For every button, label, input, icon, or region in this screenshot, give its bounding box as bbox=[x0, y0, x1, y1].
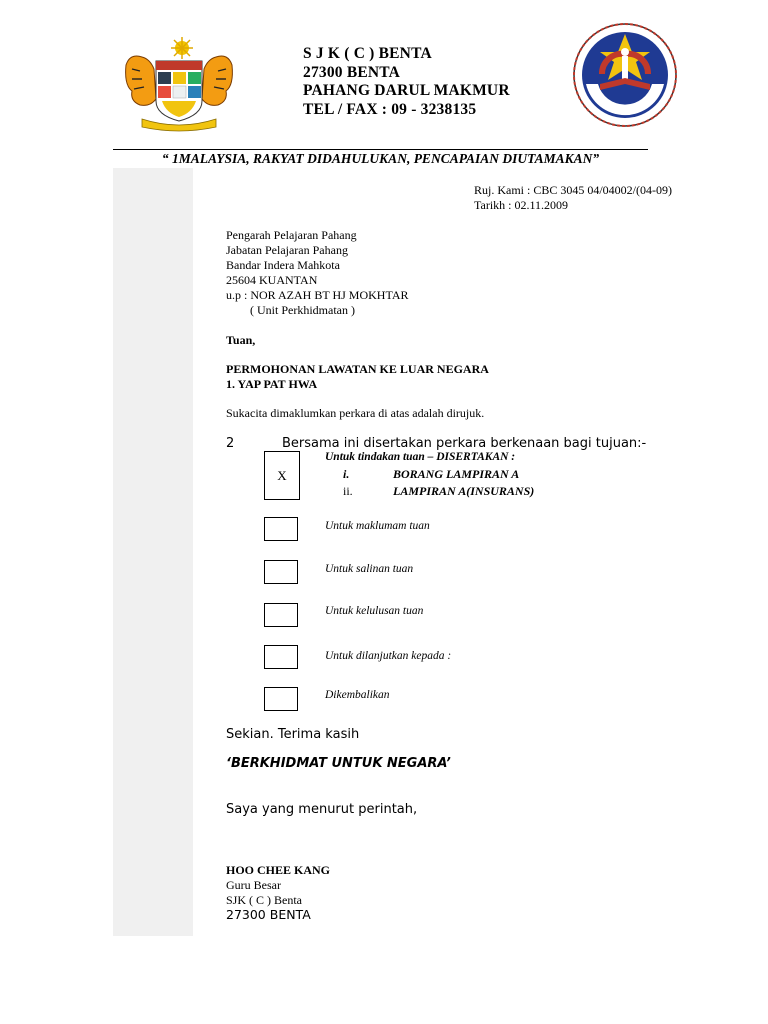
action-heading: Untuk tindakan tuan – DISERTAKAN : bbox=[325, 451, 516, 463]
header-divider bbox=[113, 149, 648, 150]
paragraph-2-text: Bersama ini disertakan perkara berkenaan bagi tujuan:- bbox=[282, 436, 647, 451]
recipient-line: 25604 KUANTAN bbox=[226, 273, 318, 287]
reference-number: Ruj. Kami : CBC 3045 04/04002/(04-09) bbox=[474, 183, 672, 197]
attachment-1: BORANG LAMPIRAN A bbox=[393, 467, 520, 481]
reference-block bbox=[474, 183, 672, 213]
paragraph-2-number: 2 bbox=[226, 436, 235, 451]
sign-off: Saya yang menurut perintah, bbox=[226, 802, 418, 817]
check-mark: X bbox=[277, 467, 287, 483]
attachment-2: LAMPIRAN A(INSURANS) bbox=[393, 484, 535, 498]
school-letterhead bbox=[303, 45, 510, 119]
school-name: S J K ( C ) BENTA bbox=[303, 45, 432, 62]
closing-line: Sekian. Terima kasih bbox=[226, 727, 360, 742]
checkbox-dikembalikan[interactable] bbox=[264, 687, 298, 711]
school-postcode-town: 27300 BENTA bbox=[303, 63, 401, 81]
signatory-title: Guru Besar bbox=[226, 878, 281, 892]
signatory-school: SJK ( C ) Benta bbox=[226, 893, 302, 907]
option-dilanjutkan: Untuk dilanjutkan kepada : bbox=[325, 650, 452, 662]
attachment-2-number: ii. bbox=[343, 484, 353, 498]
malaysia-coat-of-arms bbox=[120, 35, 238, 133]
checkbox-kelulusan[interactable] bbox=[264, 603, 298, 627]
option-salinan: Untuk salinan tuan bbox=[325, 563, 414, 575]
checkbox-maklumam[interactable] bbox=[264, 517, 298, 541]
recipient-line: Bandar Indera Mahkota bbox=[226, 258, 340, 272]
option-kelulusan: Untuk kelulusan tuan bbox=[325, 605, 424, 617]
school-state: PAHANG DARUL MAKMUR bbox=[303, 82, 510, 99]
letter-date: Tarikh : 02.11.2009 bbox=[474, 198, 569, 212]
checkbox-salinan[interactable] bbox=[264, 560, 298, 584]
recipient-line: ( Unit Perkhidmatan ) bbox=[250, 303, 355, 317]
recipient-line: u.p : NOR AZAH BT HJ MOKHTAR bbox=[226, 288, 409, 302]
subject-block bbox=[226, 362, 489, 392]
page-margin-band bbox=[113, 168, 193, 936]
recipient-line: Jabatan Pelajaran Pahang bbox=[226, 243, 348, 257]
school-tel-fax: TEL / FAX : 09 - 3238135 bbox=[303, 100, 477, 118]
recipient-address bbox=[226, 228, 409, 318]
recipient-line: Pengarah Pelajaran Pahang bbox=[226, 228, 357, 242]
checkbox-dilanjutkan[interactable] bbox=[264, 645, 298, 669]
option-dikembalikan: Dikembalikan bbox=[325, 689, 390, 701]
ministry-of-education-logo bbox=[572, 22, 678, 128]
signatory-town: 27300 BENTA bbox=[226, 907, 311, 922]
option-maklumam: Untuk maklumam tuan bbox=[325, 520, 430, 532]
slogan: ‘BERKHIDMAT UNTUK NEGARA’ bbox=[226, 756, 451, 771]
paragraph-1: Sukacita dimaklumkan perkara di atas adalah dirujuk. bbox=[226, 406, 485, 420]
attachment-1-number: i. bbox=[343, 467, 350, 481]
salutation: Tuan, bbox=[226, 333, 256, 347]
national-motto: “ 1MALAYSIA, RAKYAT DIDAHULUKAN, PENCAPAIAN DIUTAMAKAN” bbox=[161, 151, 600, 166]
signatory-name: HOO CHEE KANG bbox=[226, 863, 331, 877]
subject-person: 1. YAP PAT HWA bbox=[226, 377, 318, 391]
checkbox-action-checked[interactable] bbox=[264, 451, 300, 500]
subject-title: PERMOHONAN LAWATAN KE LUAR NEGARA bbox=[226, 362, 489, 376]
